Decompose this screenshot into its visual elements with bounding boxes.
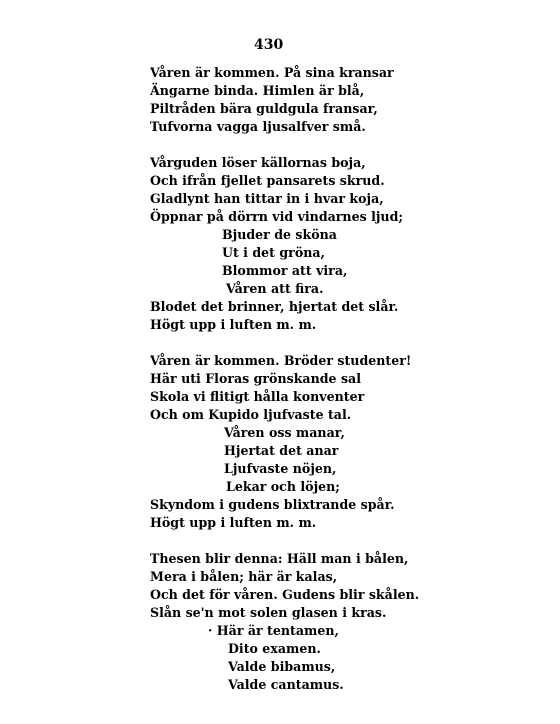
- poem-line: Vårguden löser källornas boja,: [150, 155, 366, 170]
- poem-line: Och om Kupido ljufvaste tal.: [150, 407, 352, 422]
- poem-line: Våren är kommen. På sina kransar: [150, 65, 394, 80]
- poem-line-indented: · Här är tentamen,: [208, 623, 339, 638]
- poem-line: Högt upp i luften m. m.: [150, 317, 317, 332]
- poem-line-indented: Dito examen.: [228, 641, 321, 656]
- poem-line: Thesen blir denna: Häll man i bålen,: [150, 551, 409, 566]
- poem-line-indented: Valde cantamus.: [228, 677, 344, 692]
- poem-line: Skola vi flitigt hålla konventer: [150, 389, 365, 404]
- poem-line-indented: Hjertat det anar: [224, 443, 339, 458]
- poem-line-indented: Valde bibamus,: [228, 659, 336, 674]
- poem-line: Gladlynt han tittar in i hvar koja,: [150, 191, 384, 206]
- poem-line-indented: Ljufvaste nöjen,: [224, 461, 337, 476]
- page-number: 430: [254, 37, 284, 53]
- poem-line: Här uti Floras grönskande sal: [150, 371, 361, 386]
- poem-line: Och ifrån fjellet pansarets skrud.: [150, 173, 385, 188]
- poem-line: Slån se'n mot solen glasen i kras.: [150, 605, 387, 620]
- poem-line-indented: Våren oss manar,: [224, 425, 345, 440]
- poem-line: Piltråden bära guldgula fransar,: [150, 101, 378, 116]
- poem-line-indented: Våren att fira.: [226, 281, 324, 296]
- poem-line: Skyndom i gudens blixtrande spår.: [150, 497, 395, 512]
- poem-line: Tufvorna vagga ljusalfver små.: [150, 119, 366, 134]
- poem-line: Våren är kommen. Bröder studenter!: [150, 353, 412, 368]
- poem-line-indented: Lekar och löjen;: [226, 479, 340, 494]
- poem-line-indented: Blommor att vira,: [222, 263, 348, 278]
- poem-line-indented: Bjuder de sköna: [222, 227, 337, 242]
- poem-line: Och det för våren. Gudens blir skålen.: [150, 587, 420, 602]
- poem-line: Högt upp i luften m. m.: [150, 515, 317, 530]
- poem-line-indented: Ut i det gröna,: [222, 245, 325, 260]
- poem-line: Ängarne binda. Himlen är blå,: [150, 83, 365, 98]
- poem-line: Blodet det brinner, hjertat det slår.: [150, 299, 399, 314]
- poem-line: Öppnar på dörrn vid vindarnes ljud;: [150, 209, 404, 224]
- poem-line: Mera i bålen; här är kalas,: [150, 569, 338, 584]
